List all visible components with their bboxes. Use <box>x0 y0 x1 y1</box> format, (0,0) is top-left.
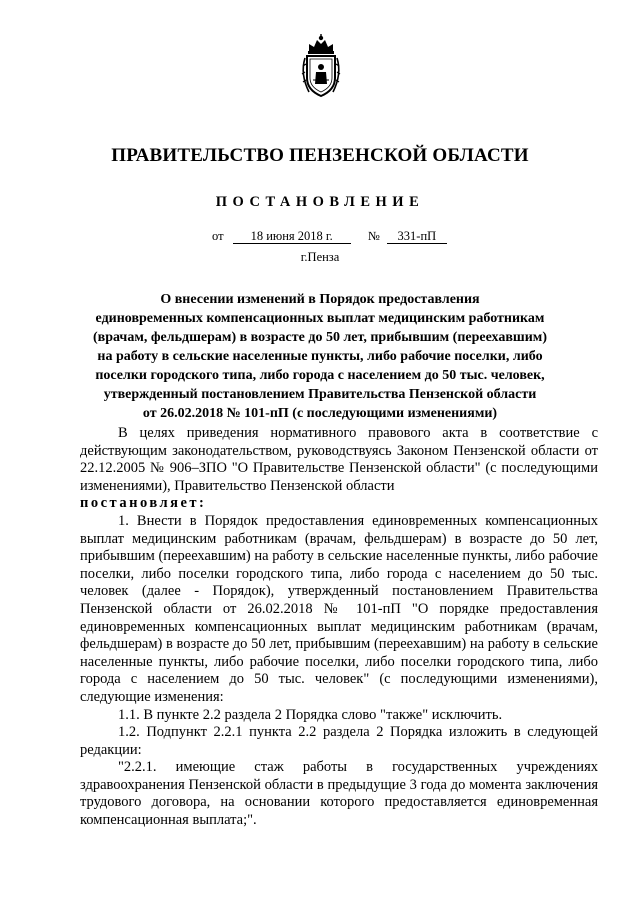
document-subject <box>70 290 570 423</box>
subject-line: единовременных компенсационных выплат медицинским работникам <box>95 311 545 326</box>
subject-line: (врачам, фельдшерам) в возрасте до 50 лет, прибывшим (переехавшим) <box>92 330 548 345</box>
item-1-2-paragraph: 1.2. Подпункт 2.2.1 пункта 2.2 раздела 2 Порядка изложить в следующей редакции: <box>80 724 598 758</box>
subject-line: О внесении изменений в Порядок предоставления <box>160 292 480 307</box>
document-kind: ПОСТАНОВЛЕНИЕ <box>215 194 425 210</box>
item-1-2-quote-paragraph: "2.2.1. имеющие стаж работы в государственных учреждениях здравоохранения Пензенской области в предыдущие 3 года до момента заключения трудового договора, на основании которого предоставляется единовременная компенсационная выплата;". <box>80 759 598 829</box>
document-date: 18 июня 2018 г. <box>233 229 351 244</box>
government-title: ПРАВИТЕЛЬСТВО ПЕНЗЕНСКОЙ ОБЛАСТИ <box>111 145 529 166</box>
coat-of-arms-icon <box>299 34 343 100</box>
document-body <box>80 425 598 830</box>
subject-line: утвержденный постановлением Правительства Пензенской области <box>103 387 537 402</box>
date-prefix: от <box>212 229 224 243</box>
document-number: 331-пП <box>387 229 447 244</box>
item-1-1-paragraph: 1.1. В пункте 2.2 раздела 2 Порядка слово "также" исключить. <box>118 706 503 723</box>
number-prefix: № <box>367 229 380 243</box>
city: г.Пенза <box>300 250 340 264</box>
item-1-paragraph: 1. Внести в Порядок предоставления единовременных компенсационных выплат медицинским работникам (врачам, фельдшерам) в возрасте до 50 лет, прибывшим (переехавшим) на работу в сельские населенные пункты, либо рабочие поселки, либо поселки городского типа, либо города с населением до 50 тыс. человек (далее - Порядок), утвержденный постановлением Правительства Пензенской области от 26.02.2018 № 101-пП "О порядке предоставления единовременных компенсационных выплат медицинским работникам (врачам, фельдшерам) в возрасте до 50 лет, прибывшим (переехавшим) на работу в сельские населенные пункты, либо рабочие поселки, либо поселки городского типа, либо города с населением до 50 тыс. человек" (с последующими изменениями), следующие изменения: <box>80 512 598 705</box>
preamble-paragraph: В целях приведения нормативного правового акта в соответствие с действующим законодательством, руководствуясь Законом Пензенской области от 22.12.2005 № 906–ЗПО "О Правительстве Пензенской области" (с последующими изменениями), Правительство Пензенской области <box>80 425 598 494</box>
subject-line: от 26.02.2018 № 101-пП (с последующими изменениями) <box>142 406 498 421</box>
decree-word: постановляет: <box>80 495 207 512</box>
date-number-line <box>212 229 447 244</box>
subject-line: на работу в сельские населенные пункты, либо рабочие поселки, либо <box>97 349 543 364</box>
subject-line: поселки городского типа, либо города с населением до 50 тыс. человек, <box>95 368 545 383</box>
